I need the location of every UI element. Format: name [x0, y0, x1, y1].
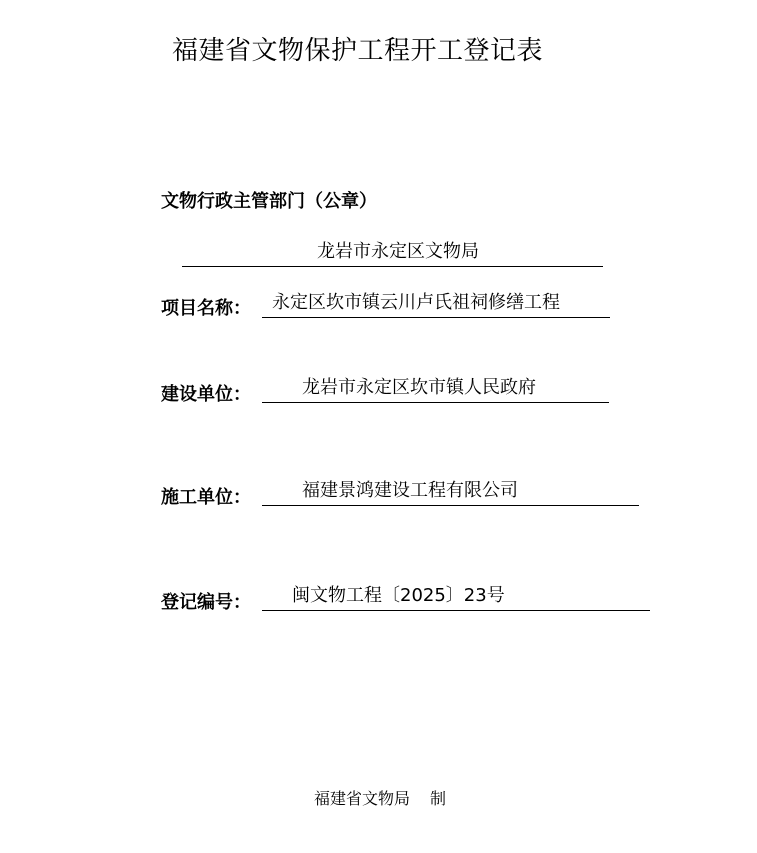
project-name-value: 永定区坎市镇云川卢氏祖祠修缮工程 — [272, 292, 560, 313]
dept-field — [182, 238, 603, 267]
reg-number-value: 闽文物工程〔2025〕23号 — [292, 585, 505, 606]
page-title: 福建省文物保护工程开工登记表 — [172, 36, 544, 66]
reg-number-label: 登记编号： — [161, 592, 251, 613]
footer — [314, 786, 446, 809]
constructor-label: 施工单位： — [161, 487, 251, 508]
footer-suffix: 制 — [430, 789, 447, 808]
reg-number-field — [262, 582, 650, 611]
project-name-label: 项目名称： — [161, 298, 251, 319]
builder-value: 龙岩市永定区坎市镇人民政府 — [302, 377, 536, 398]
dept-value: 龙岩市永定区文物局 — [317, 241, 479, 262]
dept-label: 文物行政主管部门（公章） — [161, 191, 377, 212]
project-name-field — [262, 289, 610, 318]
constructor-value: 福建景鸿建设工程有限公司 — [302, 480, 518, 501]
constructor-field — [262, 477, 639, 506]
builder-label: 建设单位： — [161, 384, 251, 405]
footer-issuer: 福建省文物局 — [314, 789, 411, 808]
builder-field — [262, 374, 609, 403]
